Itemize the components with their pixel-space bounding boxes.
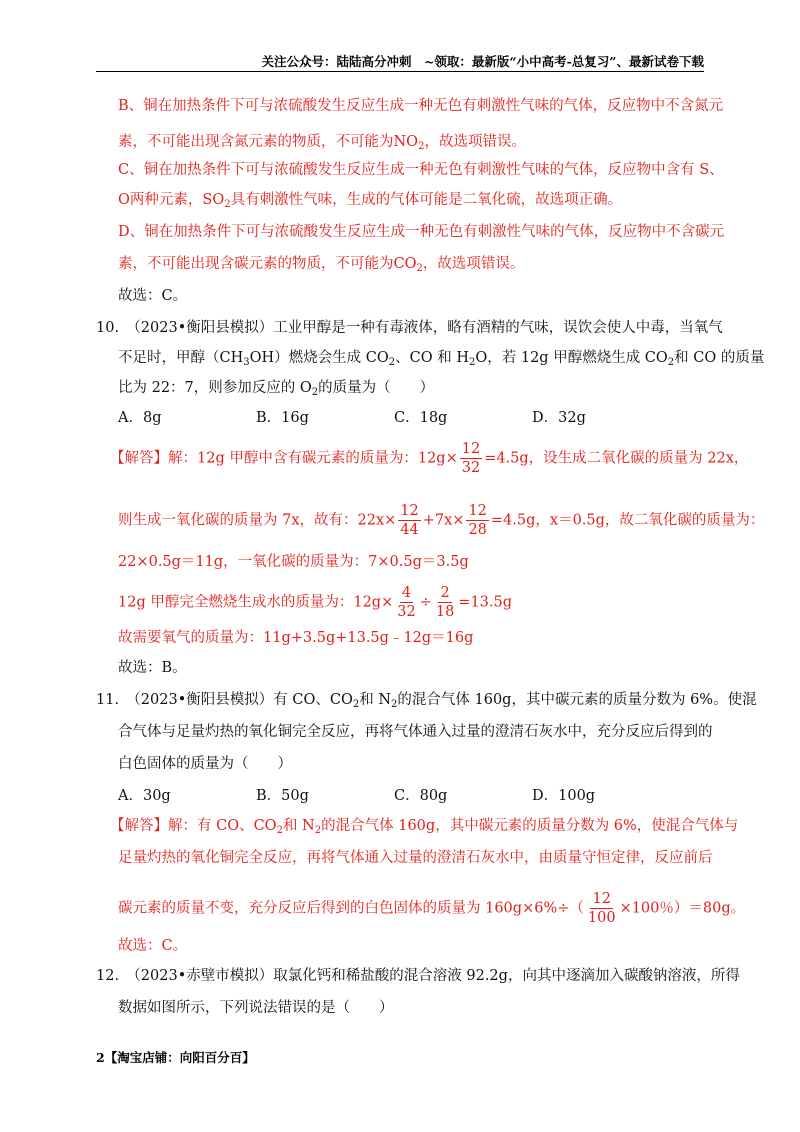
answer-c-line1: C、铜在加热条件下可与浓硫酸发生反应生成一种无色有刺激性气味的气体，反应物中含有 S、: [118, 162, 724, 178]
fraction-12-44: $\frac{12}{44}$: [400, 503, 419, 538]
answer-b-line1: B、铜在加热条件下可与浓硫酸发生反应生成一种无色有刺激性气味的气体，反应物中不含氮元: [118, 98, 724, 114]
q10-answer-line3: 22×0.5g＝11g，一氧化碳的质量为：7×0.5g＝3.5g: [118, 554, 469, 570]
q11-stem-line1: 11. （2023•衡阳县模拟）有 CO、$CO_2$和 $N_2$的混合气体 160g，其中碳元素的质量分数为 6%。使混: [96, 692, 757, 710]
q10-answer-line1: 【解答】解：12g 甲醇中含有碳元素的质量为：12g× $\frac{12}{32}$ =4.5g，设生成二氧化碳的质量为 22x，: [110, 441, 749, 476]
q10-option-b: B．16g: [256, 410, 309, 426]
q11-answer-line3: 碳元素的质量不变，充分反应后得到的白色固体的质量为 160g×6%÷（ $\frac{12}{100}$ ×100％）＝80g。: [118, 891, 746, 926]
q11-answer-line1: 【解答】解：有 CO、$CO_2$和 $N_2$的混合气体 160g，其中碳元素的质量分数为 6%，使混合气体与: [110, 818, 739, 836]
q10-stem-line3: 比为 22：7，则参加反应的 $O_2$的质量为（ ）: [118, 380, 435, 398]
answer-d-line2: 素，不可能出现含碳元素的物质，不可能为$CO_2$，故选项错误。: [118, 256, 525, 274]
q11-option-d: D．100g: [532, 788, 596, 804]
page-header: 关注公众号：陆陆高分冲刺 ~领取：最新版“小中高考-总复习”、最新试卷下载: [261, 54, 704, 69]
fraction-4-32: $\frac{4}{32}$: [397, 585, 416, 620]
q12-stem-line2: 数据如图所示，下列说法错误的是（ ）: [118, 1000, 394, 1016]
q10-options: [118, 408, 586, 428]
header-divider: [96, 71, 704, 72]
q10-answer-line4: 12g 甲醇完全燃烧生成水的质量为：12g× $\frac{4}{32}$ ÷ $\frac{2}{18}$ =13.5g: [118, 585, 513, 620]
q10-option-a: A．8g: [118, 410, 162, 426]
q11-choice: 故选：C。: [118, 938, 188, 954]
q10-choice: 故选：B。: [118, 660, 187, 676]
fraction-12-28: $\frac{12}{28}$: [468, 503, 487, 538]
answer-choice: 故选：C。: [118, 288, 188, 304]
fraction-12-100: $\frac{12}{100}$: [587, 891, 616, 926]
answer-c-line2: O两种元素，$SO_2$具有刺激性气味，生成的气体可能是二氧化硫，故选项正确。: [118, 192, 623, 210]
q11-option-c: C．80g: [394, 788, 448, 804]
fraction-12-32: $\frac{12}{32}$: [461, 441, 481, 476]
q11-stem-line2: 合气体与足量灼热的氧化铜完全反应，再将气体通入过量的澄清石灰水中，充分反应后得到的: [118, 724, 713, 740]
q10-option-c: C．18g: [394, 410, 448, 426]
page-footer: 2【淘宝店铺：向阳百分百】: [96, 1050, 255, 1065]
q11-options: [118, 786, 595, 806]
answer-b-line2: 素，不可能出现含氮元素的物质，不可能为$NO_2$，故选项错误。: [118, 134, 526, 152]
q10-stem-line1: 10. （2023•衡阳县模拟）工业甲醇是一种有毒液体，略有酒精的气味，误饮会使人中毒，当氧气: [96, 320, 723, 336]
q12-stem-line1: 12. （2023•赤壁市模拟）取氯化钙和稀盐酸的混合溶液 92.2g，向其中逐滴加入碳酸钠溶液，所得: [96, 968, 740, 984]
q10-answer-line2: 则生成一氧化碳的质量为 7x，故有：22x× $\frac{12}{44}$ +7x× $\frac{12}{28}$ =4.5g，x＝0.5g，故二氧化碳的质量为：: [118, 503, 765, 538]
q11-answer-line2: 足量灼热的氧化铜完全反应，再将气体通入过量的澄清石灰水中，由质量守恒定律，反应前后: [118, 850, 713, 866]
q10-stem-line2: 不足时，甲醇$(CH_3OH)$燃烧会生成 $CO_2$、CO 和 $H_2O$，若 12g 甲醇燃烧生成 $CO_2$和 CO 的质量: [118, 350, 765, 368]
q10-answer-line5: 故需要氧气的质量为：11g+3.5g+13.5g﹣12g＝16g: [118, 630, 474, 646]
q11-option-b: B．50g: [256, 788, 309, 804]
q10-option-d: D．32g: [532, 410, 586, 426]
q11-stem-line3: 白色固体的质量为（ ）: [118, 756, 292, 772]
q11-option-a: A．30g: [118, 788, 171, 804]
answer-d-line1: D、铜在加热条件下可与浓硫酸发生反应生成一种无色有刺激性气味的气体，反应物中不含碳元: [118, 224, 725, 240]
fraction-2-18: $\frac{2}{18}$: [435, 585, 455, 620]
